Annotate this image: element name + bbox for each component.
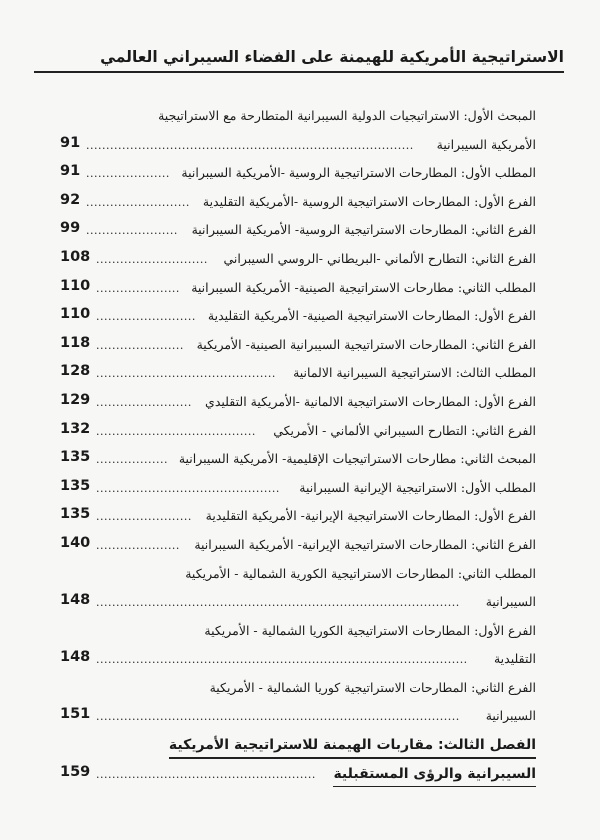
toc-page-number: 91: [60, 134, 81, 151]
toc-entry: [60, 159, 536, 188]
toc-entry: [60, 702, 536, 731]
toc-entry-title: الفرع الأول: المطارحات الاستراتيجية الصينية- الأمريكية التقليدية: [207, 308, 536, 324]
dot-leader: ........................: [96, 395, 192, 409]
toc-entry-title: الفرع الأول: المطارحات الاستراتيجية الالمانية -الأمريكية التقليدي: [205, 393, 536, 409]
toc-page-number: 108: [60, 248, 91, 265]
dot-leader: .............................................: [96, 367, 276, 381]
toc-page-number: 151: [60, 706, 91, 723]
toc-page-number: 129: [60, 391, 91, 408]
toc-entry: [60, 617, 536, 646]
toc-entry: [60, 274, 536, 303]
toc-page-number: 92: [60, 191, 81, 208]
toc-entry: [60, 131, 536, 160]
dot-leader: .......................: [86, 224, 178, 238]
toc-entry: [60, 645, 536, 674]
toc-page-number: 135: [60, 506, 91, 523]
toc-chapter-line: [60, 731, 536, 760]
dot-leader: ............................: [96, 252, 208, 266]
dot-leader: ......................: [96, 338, 184, 352]
toc-entry-title: المطلب الأول: المطارحات الاستراتيجية الروسية -الأمريكية السيبرانية: [181, 165, 536, 181]
toc-entry-title: الفرع الثاني: التطارح الألماني -البريطاني -الروسي السيبراني: [223, 250, 536, 266]
toc-entry-title: الفرع الأول: المطارحات الاستراتيجية الكوريا الشمالية - الأمريكية: [204, 622, 536, 638]
toc-entry: [60, 674, 536, 703]
toc-entry: [60, 302, 536, 331]
toc-entry: [60, 560, 536, 589]
dot-leader: ...........................................................................................: [96, 596, 460, 610]
toc-entry: [60, 359, 536, 388]
toc-page-number: 140: [60, 534, 91, 551]
header-divider: [34, 71, 564, 73]
toc-entry: [60, 102, 536, 131]
toc-entry-title: الفرع الأول: المطارحات الاستراتيجية الروسية -الأمريكية التقليدية: [202, 193, 536, 209]
toc-entry: [60, 216, 536, 245]
toc-entry: [60, 331, 536, 360]
toc-entry: [60, 474, 536, 503]
toc-entry-title: الفرع الثاني: المطارحات الاستراتيجية الروسية- الأمريكية السيبرانية: [191, 222, 536, 238]
toc-entry-title: الفرع الثاني: التطارح السيبراني الألماني - الأمريكي: [273, 422, 536, 438]
toc-page-number: 135: [60, 449, 91, 466]
dot-leader: .........................: [96, 310, 196, 324]
toc-entry-title: الأمريكية السيبرانية: [436, 136, 536, 152]
toc-entry-title: المبحث الثاني: مطارحات الاستراتيجيات الإقليمية- الأمريكية السيبرانية: [178, 451, 536, 467]
dot-leader: .....................: [86, 167, 170, 181]
toc-entry: [60, 388, 536, 417]
toc-entry: [60, 531, 536, 560]
dot-leader: ........................................: [96, 424, 256, 438]
toc-entry-title: المطلب الأول: الاستراتيجية الإيرانية السيبرانية: [299, 479, 536, 495]
toc-entry: [60, 445, 536, 474]
toc-entry-title: الفرع الثاني: المطارحات الاستراتيجية كوريا الشمالية - الأمريكية: [209, 679, 536, 695]
toc-page-number: 118: [60, 334, 91, 351]
toc-entry: [60, 245, 536, 274]
toc-page-number: 148: [60, 649, 91, 666]
toc-page-number: 159: [60, 763, 91, 780]
dot-leader: .......................................................: [96, 767, 316, 781]
toc-entry-title: المطلب الثاني: مطارحات الاستراتيجية الصينية- الأمريكية السيبرانية: [191, 279, 536, 295]
chapter-underline: [333, 786, 536, 788]
toc-entry-title: الفرع الثاني: المطارحات الاستراتيجية السيبرانية الصينية- الأمريكية: [196, 336, 536, 352]
dot-leader: ..............................................: [96, 481, 280, 495]
toc-entry: [60, 417, 536, 446]
dot-leader: .....................: [96, 538, 180, 552]
toc-page-number: 91: [60, 163, 81, 180]
toc-entry-title: التقليدية: [493, 651, 536, 667]
toc-page-number: 99: [60, 220, 81, 237]
dot-leader: ........................: [96, 510, 192, 524]
toc-page-number: 110: [60, 306, 91, 323]
toc-page-number: 148: [60, 592, 91, 609]
book-title: الاستراتيجية الأمريكية للهيمنة على الفضاء السيبراني العالمي: [100, 48, 564, 66]
chapter-underline: [169, 757, 536, 759]
toc-entry-title: المطلب الثاني: المطارحات الاستراتيجية الكورية الشمالية - الأمريكية: [185, 565, 536, 581]
dot-leader: ..................: [96, 453, 168, 467]
dot-leader: .....................: [96, 281, 180, 295]
toc-page-number: 110: [60, 277, 91, 294]
toc-entry-title: الفرع الثاني: المطارحات الاستراتيجية الإيرانية- الأمريكية السيبرانية: [194, 536, 536, 552]
toc-page-number: 132: [60, 420, 91, 437]
toc-entry: [60, 188, 536, 217]
dot-leader: .............................................................................................: [96, 653, 468, 667]
dot-leader: ...........................................................................................: [96, 710, 460, 724]
toc-entry-title: السيبرانية والرؤى المستقبلية: [333, 765, 536, 782]
toc-entry-title: المبحث الأول: الاستراتيجيات الدولية السيبرانية المتطارحة مع الاستراتيجية: [158, 108, 536, 123]
toc-entry: [60, 502, 536, 531]
toc-entry: [60, 588, 536, 617]
toc-page-number: 135: [60, 477, 91, 494]
toc-entry-title: الفصل الثالث: مقاربات الهيمنة للاستراتيجية الأمريكية: [168, 737, 536, 754]
toc-entry-title: السيبرانية: [485, 708, 536, 724]
table-of-contents: [60, 102, 536, 788]
dot-leader: ..................................................................................: [86, 138, 414, 152]
running-header: [34, 40, 564, 74]
toc-chapter-line: [60, 760, 536, 789]
toc-entry-title: السيبرانية: [485, 594, 536, 610]
toc-page-number: 128: [60, 363, 91, 380]
dot-leader: ..........................: [86, 195, 190, 209]
toc-entry-title: الفرع الأول: المطارحات الاستراتيجية الإيرانية- الأمريكية التقليدية: [205, 508, 536, 524]
toc-entry-title: المطلب الثالث: الاستراتيجية السيبرانية الالمانية: [293, 365, 536, 381]
